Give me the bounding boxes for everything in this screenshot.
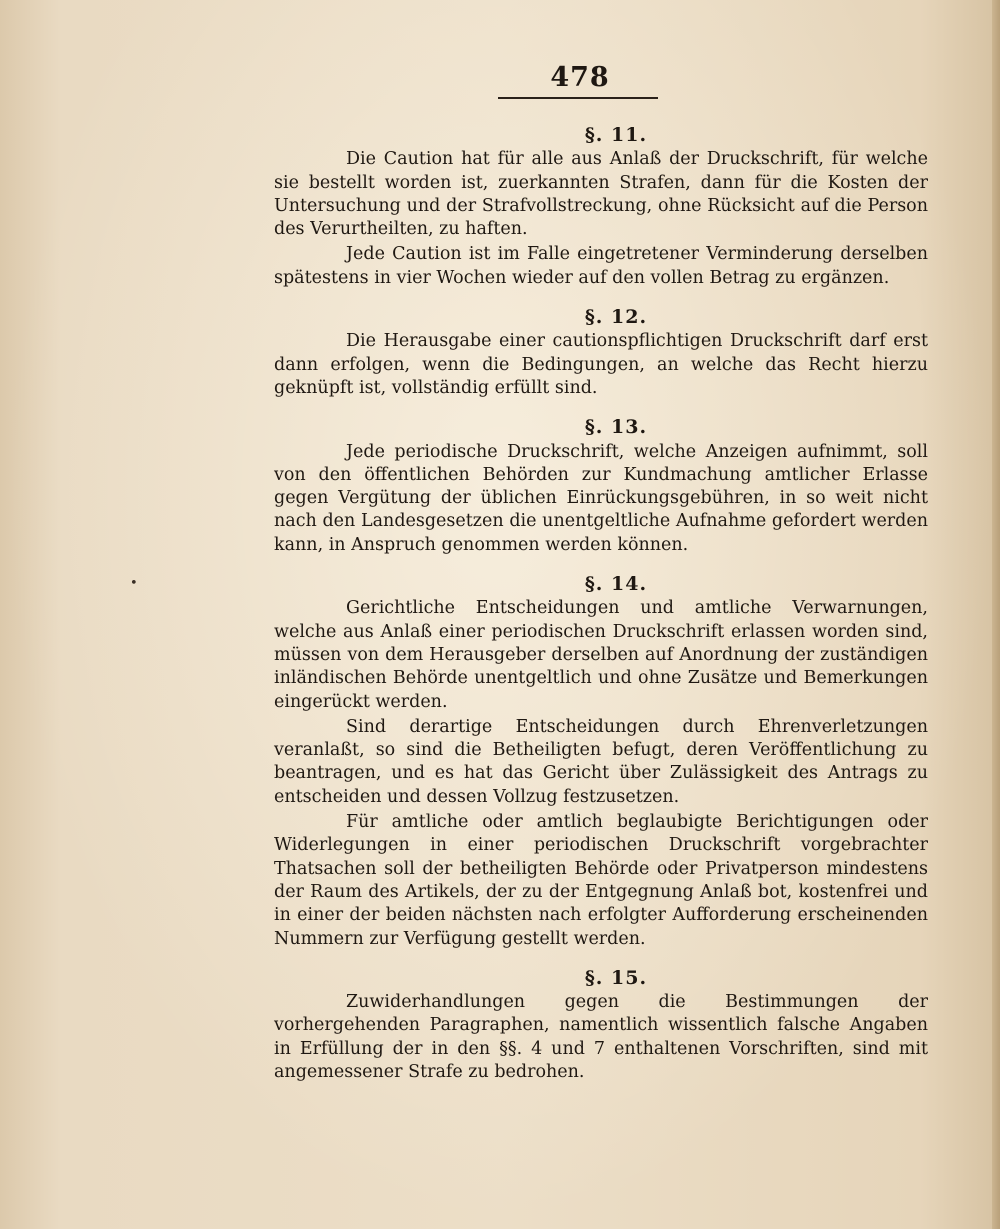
paragraph: Jede Caution ist im Falle eingetretener Verminderung derselben spätestens in vier Wochen wieder auf den vollen Betrag zu ergänzen. — [274, 244, 928, 288]
paragraph: Jede periodische Druckschrift, welche Anzeigen aufnimmt, soll von den öffentlichen Behörden zur Kundmachung amtlicher Erlasse gegen Vergütung der üblichen Einrückungsgebühren, in so weit nicht nach den Landesgesetzen die unentgeltliche Aufnahme gefordert werden kann, in Anspruch genommen werden können. — [274, 441, 928, 555]
section-heading: §. 12. — [584, 306, 648, 329]
section-14 — [274, 573, 928, 951]
document-body — [274, 124, 928, 1100]
section-heading: §. 13. — [584, 416, 648, 439]
paragraph: Die Herausgabe einer cautionspflichtigen Druckschrift darf erst dann erfolgen, wenn die Bedingungen, an welche das Recht hierzu geknüpft ist, vollständig erfüllt sind. — [274, 331, 928, 398]
header-rule — [498, 97, 658, 99]
section-heading: §. 11. — [584, 124, 648, 146]
stray-mark: • — [130, 576, 138, 591]
section-11 — [274, 124, 928, 290]
page-edge — [992, 0, 1000, 1229]
paragraph: Für amtliche oder amtlich beglaubigte Berichtigungen oder Widerlegungen in einer periodischen Druckschrift vorgebrachter Thatsachen soll der betheiligten Behörde oder Privatperson mindestens der Raum des Artikels, der zu der Entgegnung Anlaß bot, kostenfrei und in einer der beiden nächsten nach erfolgter Aufforderung erscheinenden Nummern zur Verfügung gestellt werden. — [274, 812, 928, 949]
paragraph: Die Caution hat für alle aus Anlaß der Druckschrift, für welche sie bestellt worden ist, zuerkannten Strafen, dann für die Kosten der Untersuchung und der Strafvollstreckung, ohne Rücksicht auf die Person des Verurtheilten, zu haften. — [274, 149, 928, 240]
section-13 — [274, 416, 928, 557]
paragraph: Sind derartige Entscheidungen durch Ehrenverletzungen veranlaßt, so sind die Betheiligten befugt, deren Veröffentlichung zu beantragen, und es hat das Gericht über Zulässigkeit des Antrags zu entscheiden und dessen Vollzug festzusetzen. — [274, 716, 928, 807]
page-number: 478 — [550, 62, 610, 93]
section-heading: §. 15. — [584, 966, 648, 989]
paragraph: Gerichtliche Entscheidungen und amtliche Verwarnungen, welche aus Anlaß einer periodischen Druckschrift erlassen worden sind, müssen von dem Herausgeber derselben auf Anordnung der zuständigen inländischen Behörde unentgeltlich und ohne Zusätze und Bemerkungen eingerückt werden. — [274, 598, 928, 712]
section-heading: §. 14. — [584, 573, 648, 596]
section-15 — [274, 967, 928, 1084]
paragraph: Zuwiderhandlungen gegen die Bestimmungen der vorhergehenden Paragraphen, namentlich wissentlich falsche Angaben in Erfüllung der in den §§. 4 und 7 enthaltenen Vorschriften, sind mit angemessener Strafe zu bedrohen. — [274, 992, 928, 1082]
section-12 — [274, 306, 928, 400]
